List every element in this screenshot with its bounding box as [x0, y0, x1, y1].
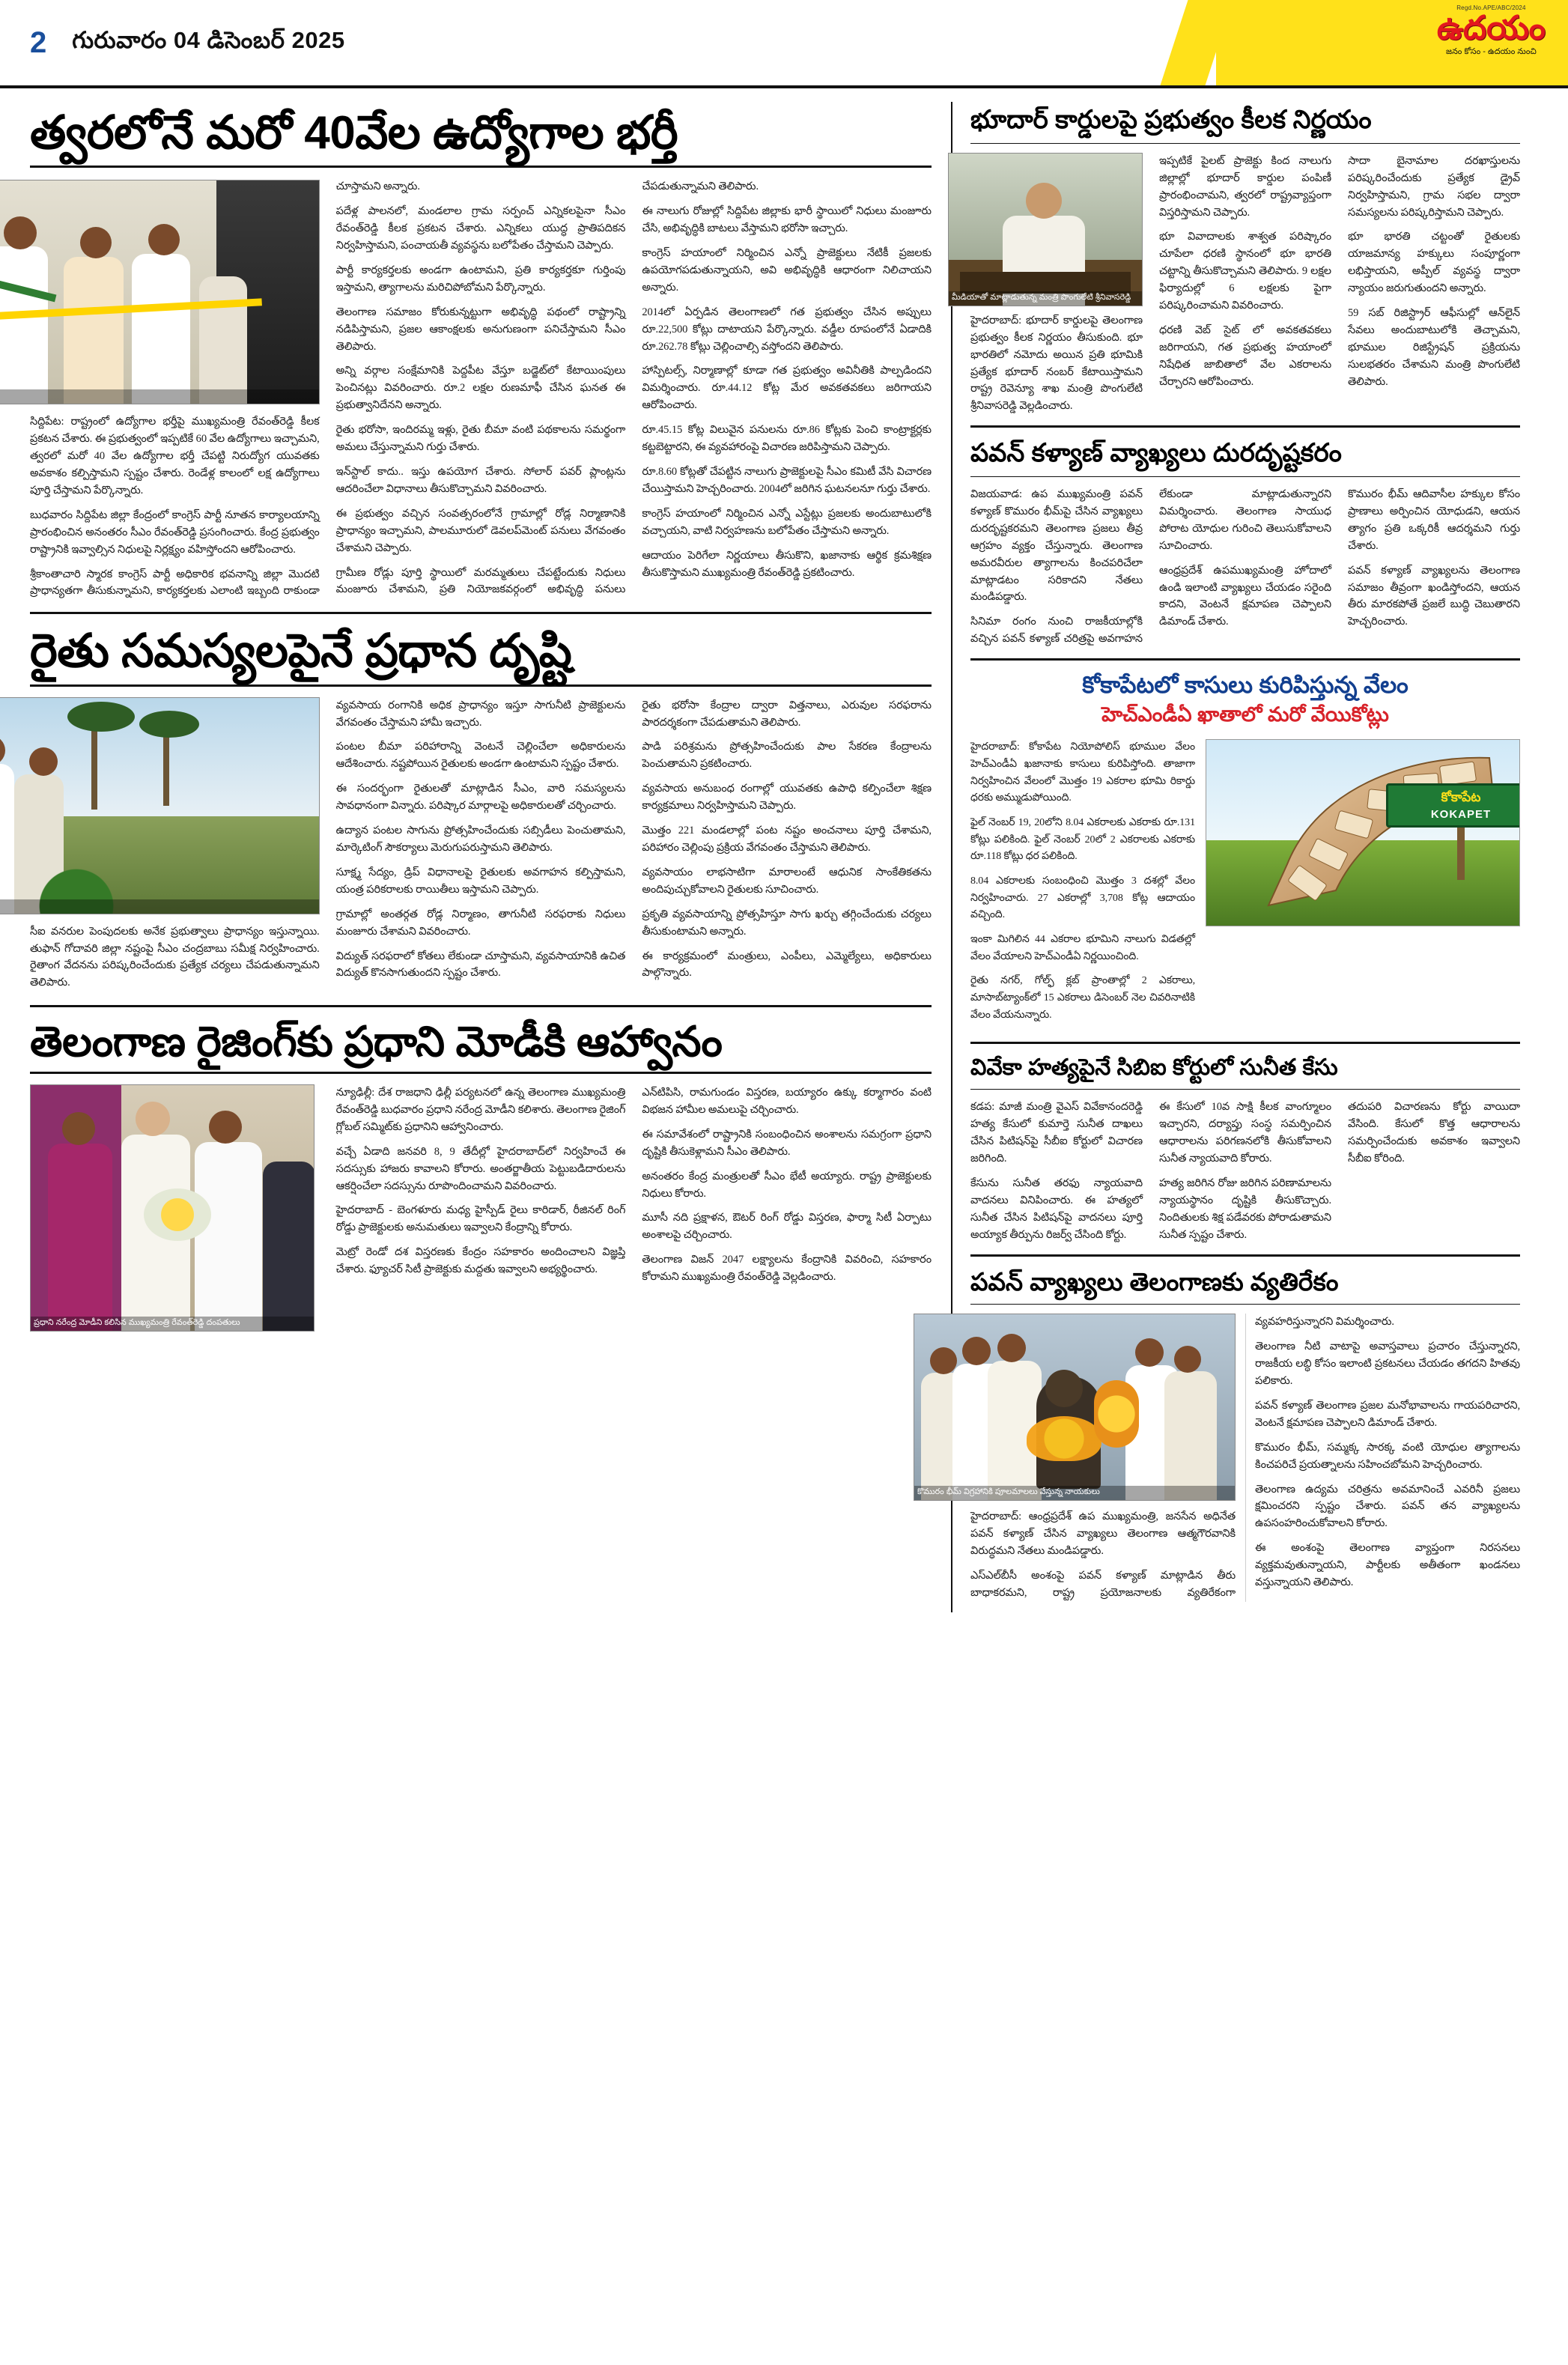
- story-kokapet-body: [970, 739, 1195, 1031]
- paragraph: కడప: మాజీ మంత్రి వైఎస్ వివేకానందరెడ్డి హత్య కేసులో కుమార్తె సునీత దాఖలు చేసిన పిటిషన్‌పై సీబీఐ కోర్టులో విచారణ జరిగింది.: [970, 1101, 1143, 1165]
- divider: [970, 1089, 1520, 1090]
- paragraph: తెలంగాణ నీటి వాటాపై అవాస్తవాలు ప్రచారం చేస్తున్నారని, రాజకీయ లబ్ధి కోసం ఇలాంటి ప్రకటనలు చేయడం తగదని హితవు పలికారు.: [1255, 1341, 1520, 1388]
- paragraph: హైదరాబాద్ - బెంగళూరు మధ్య హైస్పీడ్ రైలు కారిడార్, రీజినల్ రింగ్ రోడ్డు ప్రాజెక్టులకు అనుమతులు ఇవ్వాలని కేంద్రాన్ని కోరారు.: [335, 1204, 626, 1234]
- paragraph: సీఐ వనరుల పెంపుదలకు అనేక ప్రభుత్వాలు ప్రాధాన్యం ఇస్తున్నాయి. తుఫాన్ గోదావరి జిల్లా నష్టంపై సీఎం చంద్రబాబు సమీక్ష నిర్వహించారు. రైతాంగ వేదనను పరిష్కరించేందుకు ప్రత్యేక చర్యలు చేపడుతున్నామని తెలిపారు.: [30, 925, 320, 989]
- paragraph: పదేళ్ల పాలనలో, మండలాల గ్రామ సర్పంచ్ ఎన్నికలపైనా సీఎం రేవంత్‌రెడ్డి కీలక ప్రకటన చేశారు. ఎన్నికలు యుద్ధ ప్రాతిపదికన నిర్వహిస్తామని, పంచాయతీ వ్యవస్థను బలోపేతం చేస్తామని చెప్పారు.: [335, 205, 626, 252]
- paragraph: తెలంగాణ విజన్ 2047 లక్ష్యాలను కేంద్రానికి వివరించి, సహకారం కోరామని ముఖ్యమంత్రి రేవంత్‌రెడ్డి వెల్లడించారు.: [642, 1254, 932, 1284]
- paragraph: మొత్తం 221 మండలాల్లో పంట నష్టం అంచనాలు పూర్తి చేశామని, పరిహారం చెల్లింపు ప్రక్రియ వేగవంతం చేస్తామని తెలిపారు.: [642, 825, 932, 854]
- paragraph: రైతు నగర్, గోల్ఫ్ క్లబ్ ప్రాంతాల్లో 2 ఎకరాలు, మాసాబ్‌ట్యాంక్‌లో 15 ఎకరాలు డిసెంబర్ నెల చివరినాటికి వేలం వేయనున్నారు.: [970, 975, 1195, 1021]
- photo-caption: [0, 899, 319, 914]
- paragraph: ఉద్యాన పంటల సాగును ప్రోత్సహించేందుకు సబ్సిడీలు పెంచుతామని, మార్కెటింగ్ సౌకర్యాలు మెరుగుపరుస్తామని తెలిపారు.: [335, 825, 626, 854]
- right-column: [917, 102, 1520, 1612]
- paragraph: ఫైల్ నెంబర్ 19, 20లోని 8.04 ఎకరాలకు ఎకరాకు రూ.131 కోట్లు పలికింది. ఫైల్ నెంబర్ 20లో 2 ఎకరాలకు ఎకరాకు రూ.118 కోట్లు ధర పలికింది.: [970, 817, 1195, 863]
- paragraph: ఈ సమావేశంలో రాష్ట్రానికి సంబంధించిన అంశాలను సమగ్రంగా ప్రధాని దృష్టికి తీసుకెళ్లామని సీఎం తెలిపారు.: [642, 1128, 932, 1158]
- paragraph: ధరణి వెబ్ సైట్ లో అవకతవకలు జరిగాయని, గత ప్రభుత్వ హయాంలో నిషేధిత జాబితాలో వేల ఎకరాలను చేర్చారని ఆరోపించారు.: [1159, 324, 1331, 388]
- paragraph: ఈ కేసులో 10వ సాక్షి కీలక వాంగ్మూలం ఇచ్చారని, దర్యాప్తు సంస్థ సమర్పించిన ఆధారాలను పరిగణనలోకి తీసుకోవాలని సునీత న్యాయవాది కోరారు.: [1159, 1101, 1331, 1165]
- paragraph: సినిమా రంగం నుంచి రాజకీయాల్లోకి వచ్చిన పవన్ కళ్యాణ్ చరిత్రపై అవగాహన లేకుండా మాట్లాడుతున్నారని విమర్శించారు. తెలంగాణ సాయుధ పోరాట యోధుల గురించి తెలుసుకోవాలని సూచించారు.: [970, 488, 1331, 646]
- paragraph: బుధవారం సిద్దిపేట జిల్లా కేంద్రంలో కాంగ్రెస్ పార్టీ నూతన కార్యాలయాన్ని ప్రారంభించిన అనంతరం సీఎం రేవంత్‌రెడ్డి ప్రసంగించారు. కేంద్ర ప్రభుత్వం రాష్ట్రానికి ఇవ్వాల్సిన నిధులపై నిర్లక్ష్యం వహిస్తోందని ఆరోపించారు.: [30, 508, 320, 556]
- paragraph: హైదరాబాద్: భూదార్ కార్డులపై తెలంగాణ ప్రభుత్వం కీలక నిర్ణయం తీసుకుంది. భూ భారతిలో నమోదు అయిన ప్రతి భూమికి ప్రత్యేక భూదార్ నంబర్ కేటాయిస్తామని రాష్ట్ర రెవెన్యూ శాఖ మంత్రి పొంగులేటి శ్రీనివాసరెడ్డి వెల్లడించారు.: [970, 314, 1143, 413]
- paragraph: హైదరాబాద్: కోకాపేట నియోపోలిస్ భూముల వేలం హెచ్ఎండీఏ ఖజానాకు కాసులు కురిపిస్తోంది. తాజాగా నిర్వహించిన వేలంలో మొత్తం 19 ఎకరాల భూమి రికార్డు ధరకు అమ్ముడుపోయింది.: [970, 741, 1195, 804]
- paragraph: ఇప్పటికే పైలట్ ప్రాజెక్టు కింద నాలుగు జిల్లాల్లో భూదార్ కార్డుల పంపిణీ ప్రారంభించామని, త్వరలో రాష్ట్రవ్యాప్తంగా విస్తరిస్తామని చెప్పారు.: [1159, 154, 1331, 219]
- paragraph: గ్రామాల్లో అంతర్గత రోడ్ల నిర్మాణం, తాగునీటి సరఫరాకు నిధులు మంజూరు చేశామని వివరించారు.: [335, 908, 626, 938]
- story-jobs-photo: [0, 180, 320, 404]
- paragraph: భూ వివాదాలకు శాశ్వత పరిష్కారం చూపేలా ధరణి స్థానంలో భూ భారతి చట్టాన్ని తీసుకొచ్చామని తెలిపారు. 9 లక్షల ఫిర్యాదుల్లో 6 లక్షలకు పైగా పరిష్కరించామని వివరించారు.: [1159, 231, 1331, 312]
- photo-scene: [31, 1085, 314, 1331]
- story-modi: [30, 1005, 932, 1328]
- paragraph: పవన్ కళ్యాణ్ వ్యాఖ్యలను తెలంగాణ సమాజం తీవ్రంగా ఖండిస్తోందని, ఆయన తీరు మారకపోతే ప్రజలే బుద్ధి చెబుతారని హెచ్చరించారు.: [1348, 564, 1520, 628]
- paragraph: రూ.45.15 కోట్ల విలువైన పనులను రూ.86 కోట్లకు పెంచి కాంట్రాక్టర్లకు కట్టబెట్టారని, ఈ వ్యవహారంపై విచారణ జరిపిస్తామని చెప్పారు.: [642, 424, 932, 454]
- divider: [30, 1072, 932, 1074]
- sign-label-english: KOKAPET: [1430, 808, 1492, 822]
- paragraph: కొమురం భీమ్ ఆదివాసీల హక్కుల కోసం ప్రాణాలు అర్పించిన యోధుడని, ఆయన త్యాగం ప్రతి ఒక్కరికీ ఆదర్శమని గుర్తు చేశారు.: [1348, 488, 1520, 552]
- story-pawan-headline: పవన్ కళ్యాణ్ వ్యాఖ్యలు దురదృష్టకరం: [970, 439, 1342, 468]
- paragraph: 2014లో ఏర్పడిన తెలంగాణలో గత ప్రభుత్వం చేసిన అప్పులు రూ.22,500 కోట్లు దాటాయని పేర్కొన్నారు. వడ్డీల రూపంలోనే ఏడాదికి రూ.262.78 కోట్లు చెల్లించాల్సి వస్తోందని తెలిపారు.: [642, 306, 932, 353]
- paragraph: ఎస్‌ఎల్‌బీసీ అంశంపై పవన్ కళ్యాణ్ మాట్లాడిన తీరు బాధాకరమని, రాష్ట్ర ప్రయోజనాలకు వ్యతిరేకంగా వ్యవహరిస్తున్నారని విమర్శించారు.: [970, 1316, 1394, 1599]
- paragraph: హైదరాబాద్: ఆంధ్రప్రదేశ్ ఉప ముఖ్యమంత్రి, జనసేన అధినేత పవన్ కళ్యాణ్ చేసిన వ్యాఖ్యలు తెలంగాణ ఆత్మగౌరవానికి విరుద్ధమని నేతలు మండిపడ్డారు.: [970, 1511, 1236, 1558]
- page-number: 2: [30, 25, 47, 59]
- story-kokapet: [970, 658, 1520, 1031]
- paragraph: హత్య జరిగిన రోజు జరిగిన పరిణామాలను న్యాయస్థానం దృష్టికి తీసుకొచ్చారు. నిందితులకు శిక్ష పడేవరకు పోరాడుతామని సునీత స్పష్టం చేశారు.: [1159, 1177, 1331, 1241]
- paragraph: గ్రామీణ రోడ్లు పూర్తి స్థాయిలో మరమ్మతులు చేపట్టేందుకు నిధులు మంజూరు చేశామని, ప్రతి నియోజకవర్గంలో అభివృద్ధి పనులు చేపడుతున్నామని తెలిపారు.: [335, 180, 759, 596]
- divider: [970, 476, 1520, 477]
- story-bhudhaar-photo: [948, 153, 1143, 306]
- kokapet-signboard: [1386, 783, 1520, 880]
- logo-reg-line: Regd.No.APE/ABC/2024: [1456, 4, 1526, 11]
- story-farmers-photo: [0, 697, 320, 914]
- masthead-logo-panel: [1216, 0, 1568, 85]
- divider: [970, 658, 1520, 661]
- paragraph: ఈ కార్యక్రమంలో మంత్రులు, ఎంపీలు, ఎమ్మెల్యేలు, అధికారులు పాల్గొన్నారు.: [642, 950, 932, 980]
- story-pawan: [970, 425, 1520, 648]
- paragraph: అన్ని వర్గాల సంక్షేమానికి పెద్దపీట వేస్తూ బడ్జెట్‌లో కేటాయింపులు పెంచినట్లు వివరించారు. రూ.2 లక్షల రుణమాఫీ చేసిన ఘనత ఈ ప్రభుత్వానిదేనని అన్నారు.: [335, 365, 626, 412]
- story-farmers-headline: రైతు సమస్యలపైనే ప్రధాన దృష్టి: [30, 625, 572, 678]
- paragraph: మెట్రో రెండో దశ విస్తరణకు కేంద్రం సహకారం అందించాలని విజ్ఞప్తి చేశారు. ఫ్యూచర్ సిటీ ప్రాజెక్టుకు మద్దతు ఇవ్వాలని అభ్యర్థించారు.: [335, 1246, 626, 1276]
- story-jobs-headline: త్వరలోనే మరో 40వేల ఉద్యోగాల భర్తీ: [30, 107, 678, 159]
- divider: [30, 166, 932, 168]
- paragraph: ఆదాయం పెరిగేలా నిర్ణయాలు తీసుకొని, ఖజానాకు ఆర్థిక క్రమశిక్షణ తీసుకొస్తామని ముఖ్యమంత్రి రేవంత్‌రెడ్డి ప్రకటించారు.: [642, 549, 932, 579]
- paragraph: ఈ నాలుగు రోజుల్లో సిద్దిపేట జిల్లాకు భారీ స్థాయిలో నిధులు మంజూరు చేసి, అభివృద్ధికి బాటలు వేస్తామని భరోసా ఇచ్చారు.: [642, 205, 932, 235]
- paragraph: పార్టీ కార్యకర్తలకు అండగా ఉంటామని, ప్రతి కార్యకర్తకూ గుర్తింపు ఇస్తామని, త్యాగాలను మరిచిపోబోమని పేర్కొన్నారు.: [335, 264, 626, 294]
- paragraph: పాడి పరిశ్రమను ప్రోత్సహించేందుకు పాల సేకరణ కేంద్రాలను పెంచుతామని ప్రకటించారు.: [642, 741, 932, 771]
- paragraph: శ్రీకాంతాచారి స్మారక కాంగ్రెస్ పార్టీ అధికారిక భవనాన్ని జిల్లా మొదటి ప్రాధాన్యతగా తీసుకున్నామని, కార్యకర్తలకు ఎలాంటి ఇబ్బంది రాకుండా చూస్తామని అన్నారు.: [30, 180, 420, 598]
- story-viveka-headline: వివేకా హత్యపైనే సిబిఐ కోర్టులో సునీత కేసు: [970, 1055, 1338, 1081]
- logo-tagline: జనం కోసం - ఉదయం నుంచి: [1446, 47, 1537, 57]
- photo-caption: [0, 389, 319, 404]
- paragraph: ఆంధ్రప్రదేశ్ ఉపముఖ్యమంత్రి హోదాలో ఉండి ఇలాంటి వ్యాఖ్యలు చేయడం సరైంది కాదని, వెంటనే క్షమాపణ చెప్పాలని డిమాండ్ చేశారు.: [1159, 564, 1331, 628]
- paragraph: కాంగ్రెస్ హయాంలో నిర్మించిన ఎన్నో ప్రాజెక్టులు నేటికీ ప్రజలకు ఉపయోగపడుతున్నాయని, అవి అభివృద్ధికి ఆధారంగా నిలిచాయని అన్నారు.: [642, 247, 932, 294]
- divider: [30, 684, 932, 687]
- story-pawan2-photo: [914, 1314, 1236, 1501]
- story-viveka: [970, 1042, 1520, 1243]
- paragraph: కేసును సునీత తరఫు న్యాయవాది వాదనలు వినిపించారు. ఈ హత్యలో సునీత చేసిన పిటిషన్‌పై వాదనలు పూర్తి అయ్యాక తీర్పును రిజర్వ్ చేసింది కోర్టు.: [970, 1177, 1143, 1241]
- story-pawan2: [917, 1254, 1520, 1602]
- paragraph: ఈ ప్రభుత్వం వచ్చిన సంవత్సరంలోనే గ్రామాల్లో రోడ్ల నిర్మాణానికి ప్రాధాన్యం ఇచ్చామని, పాలమూరులో డెవలప్‌మెంట్ పనులు వేగవంతం చేశామని చెప్పారు.: [335, 507, 626, 554]
- story-viveka-body: [970, 1099, 1520, 1243]
- story-bhudhaar: [952, 105, 1520, 415]
- photo-scene: [0, 698, 319, 914]
- paragraph: 8.04 ఎకరాలకు సంబంధించి మొత్తం 3 దశల్లో వేలం నిర్వహించారు. 27 ఎకరాల్లో 3,708 కోట్ల ఆదాయం వచ్చింది.: [970, 875, 1195, 921]
- paragraph: 59 సబ్ రిజిస్ట్రార్ ఆఫీసుల్లో ఆన్‌లైన్ సేవలు అందుబాటులోకి తెచ్చామని, భూముల రిజిస్ట్రేషన్ ప్రక్రియను సులభతరం చేశామని మంత్రి పొంగులేటి తెలిపారు.: [1348, 307, 1520, 388]
- masthead-date: గురువారం 04 డిసెంబర్ 2025: [72, 26, 345, 53]
- paragraph: తెలంగాణ సమాజం కోరుకున్నట్టుగా అభివృద్ధి పథంలో రాష్ట్రాన్ని నడిపిస్తామని, ప్రజల ఆకాంక్షలకు అనుగుణంగా పనిచేస్తామని సీఎం తెలిపారు.: [335, 306, 626, 353]
- paragraph: సిద్దిపేట: రాష్ట్రంలో ఉద్యోగాల భర్తీపై ముఖ్యమంత్రి రేవంత్‌రెడ్డి కీలక ప్రకటన చేశారు. ఈ ప్రభుత్వంలో ఇప్పటికే 60 వేల ఉద్యోగాలు ఇచ్చామని, త్వరలో మరో 40 వేల ఉద్యోగాల భర్తీ చేపట్టి నిరుద్యోగ యువతకు అవకాశం కల్పిస్తామని స్పష్టం చేశారు. రెండేళ్ల కాలంలో లక్ష ఉద్యోగాలు పూర్తి చేస్తామని పేర్కొన్నారు.: [30, 416, 320, 497]
- paragraph: ఈ సందర్భంగా రైతులతో మాట్లాడిన సీఎం, వారి సమస్యలను సావధానంగా విన్నారు. పరిష్కార మార్గాలపై అధికారులతో చర్చించారు.: [335, 783, 626, 813]
- paragraph: సూక్ష్మ సేద్యం, డ్రిప్ విధానాలపై రైతులకు అవగాహన కల్పిస్తామని, యంత్ర పరికరాలకు రాయితీలు ఇస్తామని చెప్పారు.: [335, 866, 626, 896]
- divider: [970, 143, 1520, 144]
- newspaper-logo: [1437, 4, 1546, 58]
- divider: [30, 612, 932, 614]
- paragraph: ఇన్‌స్టాల్ కాదు.. ఇస్తు ఉపయోగ చేశారు. సోలార్ పవర్ ప్లాంట్లను ఆదరించేలా విధానాలు తీసుకొచ్చామని వివరించారు.: [335, 465, 626, 495]
- story-jobs: [30, 106, 932, 600]
- paragraph: అనంతరం కేంద్ర మంత్రులతో సీఎం భేటీ అయ్యారు. రాష్ట్ర ప్రాజెక్టులకు నిధులు కోరారు.: [642, 1170, 932, 1200]
- paragraph: విజయవాడ: ఉప ముఖ్యమంత్రి పవన్ కళ్యాణ్ కొమురం భీమ్‌పై చేసిన వ్యాఖ్యలు దురదృష్టకరమని తెలంగాణ ప్రజలు తీవ్ర ఆగ్రహం వ్యక్తం చేస్తున్నారు. తెలంగాణ అమరవీరుల త్యాగాలను కించపరిచేలా మాట్లాడటం సరికాదని నేతలు మండిపడ్డారు.: [970, 488, 1143, 604]
- paragraph: రూ.8.60 కోట్లతో చేపట్టిన నాలుగు ప్రాజెక్టులపై సీఎం కమిటీ వేసి విచారణ చేయిస్తామని హెచ్చరించారు. 2004లో జరిగిన ఘటనలనూ గుర్తు చేశారు.: [642, 465, 932, 495]
- photo-scene: [0, 180, 319, 404]
- story-bhudhaar-headline: భూదార్ కార్డులపై ప్రభుత్వం కీలక నిర్ణయం: [970, 106, 1372, 134]
- photo-caption: మీడియాతో మాట్లాడుతున్న మంత్రి పొంగులేటి శ్రీనివాసరెడ్డి: [949, 291, 1142, 306]
- paragraph: వ్యవసాయం లాభసాటిగా మారాలంటే ఆధునిక సాంకేతికతను అందిపుచ్చుకోవాలని రైతులకు సూచించారు.: [642, 866, 932, 896]
- left-column: [30, 102, 951, 1612]
- paragraph: ప్రకృతి వ్యవసాయాన్ని ప్రోత్సహిస్తూ సాగు ఖర్చు తగ్గించేందుకు చర్యలు తీసుకుంటామని అన్నారు.: [642, 908, 932, 938]
- story-jobs-body: [30, 178, 932, 600]
- divider: [970, 1304, 1520, 1305]
- story-kokapet-headline: కోకాపేటలో కాసులు కురిపిస్తున్న వేలం: [1082, 672, 1409, 699]
- paragraph: తదుపరి విచారణను కోర్టు వాయిదా వేసింది. కేసులో కొత్త ఆధారాలను సమర్పించేందుకు అవకాశం ఇవ్వాలని సీబీఐ కోరింది.: [1348, 1101, 1520, 1165]
- logo-title: ఉదయం: [1436, 10, 1546, 46]
- paragraph: భూ భారతి చట్టంతో రైతులకు యాజమాన్య హక్కులు సంపూర్ణంగా లభిస్తాయని, అప్పీల్ వ్యవస్థ ద్వారా న్యాయం జరుగుతుందని అన్నారు.: [1348, 231, 1520, 295]
- photo-caption: కొమురం భీమ్ విగ్రహానికి పూలమాలలు వేస్తున్న నాయకులు: [914, 1486, 1235, 1500]
- paragraph: విద్యుత్ సరఫరాలో కోతలు లేకుండా చూస్తామని, వ్యవసాయానికి ఉచిత విద్యుత్ కొనసాగుతుందని స్పష్టం చేశారు.: [335, 950, 626, 980]
- photo-scene: [949, 154, 1142, 306]
- paragraph: ఎన్‌టిపిసి, రామగుండం విస్తరణ, బయ్యారం ఉక్కు కర్మాగారం వంటి విభజన హామీల అమలుపై చర్చించారు.: [642, 1087, 932, 1116]
- story-pawan2-headline: పవన్ వ్యాఖ్యలు తెలంగాణకు వ్యతిరేకం: [970, 1267, 1339, 1296]
- story-kokapet-subhead: హెచ్ఎండీఏ ఖాతాలో మరో వేయికోట్లు: [1101, 703, 1389, 726]
- paragraph: హాస్పిటల్స్, నిర్మాణాల్లో కూడా గత ప్రభుత్వం అవినీతికి పాల్పడిందని విమర్శించారు. రూ.44.12 కోట్ల మేర అవకతవకలు జరిగాయని ఆరోపించారు.: [642, 365, 932, 412]
- story-modi-headline: తెలంగాణ రైజింగ్‌కు ప్రధాని మోడీకి ఆహ్వానం: [30, 1017, 723, 1065]
- divider: [970, 1042, 1520, 1044]
- paragraph: కొమురం భీమ్, సమ్మక్క సారక్క వంటి యోధుల త్యాగాలను కించపరిచే ప్రయత్నాలను సహించబోమని హెచ్చరించారు.: [1255, 1441, 1520, 1471]
- sign-label-telugu: కోకాపేట: [1441, 790, 1481, 805]
- paragraph: పంటల బీమా పరిహారాన్ని వెంటనే చెల్లించేలా అధికారులను ఆదేశించారు. నష్టపోయిన రైతులకు అండగా ఉంటామని స్పష్టం చేశారు.: [335, 741, 626, 771]
- story-modi-body: [30, 1084, 932, 1328]
- masthead: [0, 0, 1568, 88]
- paragraph: మూసీ నది ప్రక్షాళన, ఔటర్ రింగ్ రోడ్డు విస్తరణ, ఫార్మా సిటీ ఏర్పాటు అంశాలపై చర్చించారు.: [642, 1212, 932, 1242]
- story-modi-photo: [30, 1084, 314, 1332]
- paragraph: ఈ అంశంపై తెలంగాణ వ్యాప్తంగా నిరసనలు వ్యక్తమవుతున్నాయని, పార్టీలకు అతీతంగా ఖండనలు వస్తున్నాయని తెలిపారు.: [1255, 1542, 1520, 1589]
- paragraph: సాదా బైనామాల దరఖాస్తులను పరిష్కరించేందుకు ప్రత్యేక డ్రైవ్ నిర్వహిస్తామని, గ్రామ సభల ద్వారా సమస్యలను పరిష్కరిస్తామని చెప్పారు.: [1348, 154, 1520, 219]
- photo-scene: [914, 1314, 1235, 1500]
- page-content: [0, 88, 1568, 1630]
- paragraph: పవన్ కళ్యాణ్ తెలంగాణ ప్రజల మనోభావాలను గాయపరిచారని, వెంటనే క్షమాపణ చెప్పాలని డిమాండ్ చేశారు.: [1255, 1399, 1520, 1429]
- divider: [970, 425, 1520, 428]
- story-pawan2-body: [917, 1314, 1520, 1602]
- masthead-left: [0, 0, 1216, 85]
- sign-post: [1457, 828, 1465, 880]
- paragraph: వ్యవసాయ అనుబంధ రంగాల్లో యువతకు ఉపాధి కల్పించేలా శిక్షణ కార్యక్రమాలు నిర్వహిస్తామని చెప్పారు.: [642, 783, 932, 813]
- photo-caption: ప్రధాని నరేంద్ర మోడీని కలిసిన ముఖ్యమంత్రి రేవంత్‌రెడ్డి దంపతులు: [31, 1317, 314, 1331]
- paragraph: న్యూఢిల్లీ: దేశ రాజధాని ఢిల్లీ పర్యటనలో ఉన్న తెలంగాణ ముఖ్యమంత్రి రేవంత్‌రెడ్డి బుధవారం ప్రధాని నరేంద్ర మోడీని కలిశారు. తెలంగాణ రైజింగ్ గ్లోబల్ సమ్మిట్‌కు ప్రధానిని ఆహ్వానించారు.: [335, 1087, 626, 1133]
- story-pawan-body: [970, 486, 1520, 648]
- paragraph: రైతు భరోసా, ఇందిరమ్మ ఇళ్లు, రైతు బీమా వంటి పథకాలను సమర్థంగా అమలు చేస్తున్నామని గుర్తు చేశారు.: [335, 424, 626, 454]
- story-farmers-body: [30, 697, 932, 993]
- divider: [30, 1005, 932, 1007]
- paragraph: వ్యవసాయ రంగానికి అధిక ప్రాధాన్యం ఇస్తూ సాగునీటి ప్రాజెక్టులను వేగవంతం చేస్తామని హామీ ఇచ్చారు.: [335, 699, 626, 729]
- kokapet-graphic: [1206, 739, 1520, 926]
- divider: [970, 1254, 1520, 1257]
- story-bhudhaar-body: [952, 153, 1520, 415]
- story-farmers: [30, 612, 932, 992]
- paragraph: తెలంగాణ ఉద్యమ చరిత్రను అవమానించే ఎవరినీ ప్రజలు క్షమించరని స్పష్టం చేశారు. పవన్ తన వ్యాఖ్యలను ఉపసంహరించుకోవాలని కోరారు.: [1255, 1483, 1520, 1530]
- paragraph: వచ్చే ఏడాది జనవరి 8, 9 తేదీల్లో హైదరాబాద్‌లో నిర్వహించే ఈ సదస్సుకు హాజరు కావాలని కోరారు. అంతర్జాతీయ పెట్టుబడిదారులను ఆకర్షించేలా సదస్సును రూపొందించామని వివరించారు.: [335, 1145, 626, 1192]
- paragraph: ఇంకా మిగిలిన 44 ఎకరాల భూమిని నాలుగు విడతల్లో వేలం వేయాలని హెచ్ఎండీఏ నిర్ణయించింది.: [970, 934, 1195, 962]
- paragraph: కాంగ్రెస్ హయాంలో నిర్మించిన ఎన్నో ఎస్టేట్లు ప్రజలకు అందుబాటులోకి వచ్చాయని, వాటి నిర్వహణను బలోపేతం చేస్తామని అన్నారు.: [642, 507, 932, 537]
- paragraph: రైతు భరోసా కేంద్రాల ద్వారా విత్తనాలు, ఎరువుల సరఫరాను పారదర్శకంగా చేపడుతామని తెలిపారు.: [642, 699, 932, 729]
